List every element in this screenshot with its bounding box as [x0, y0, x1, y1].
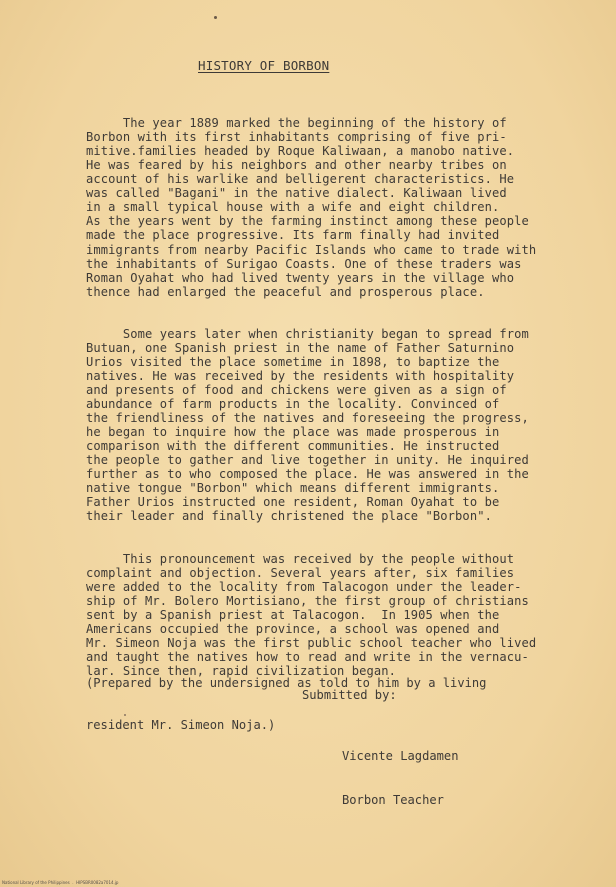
body-line: ship of Mr. Bolero Mortisiano, the first group of christians	[86, 593, 529, 608]
body-line: in a small typical house with a wife and eight children.	[86, 200, 500, 215]
body-line: This pronouncement was received by the people without	[86, 551, 515, 566]
body-line: natives. He was received by the residents with hospitality	[86, 368, 515, 383]
body-line: native tongue "Borbon" which means different immigrants.	[86, 481, 500, 496]
body-line: Borbon with its first inhabitants comprising of five pri-	[86, 130, 507, 145]
body-line: mitive.families headed by Roque Kaliwaan, a manobo native.	[86, 144, 515, 159]
note-line: resident Mr. Simeon Noja.)	[86, 718, 276, 733]
body-line: Butuan, one Spanish priest in the name of Father Saturnino	[86, 340, 515, 355]
body-line: their leader and finally christened the place "Borbon".	[86, 509, 492, 524]
body-line: made the place progressive. Its farm finally had invited	[86, 228, 500, 243]
document-body	[86, 88, 586, 706]
paragraph-2	[86, 327, 586, 524]
body-line: The year 1889 marked the beginning of the history of	[86, 116, 507, 131]
body-line: abundance of farm products in the locality. Convinced of	[86, 397, 500, 412]
body-line: Roman Oyahat who had lived twenty years in the village who	[86, 270, 515, 285]
body-line: comparison with the different communities. He instructed	[86, 439, 500, 454]
body-line: immigrants from nearby Pacific Islands who came to trade with	[86, 242, 537, 257]
body-line: and presents of food and chickens were given as a sign of	[86, 382, 507, 397]
signer-name: Vicente Lagdamen	[342, 749, 459, 763]
note-line: (Prepared by the undersigned as told to him by a living	[86, 676, 487, 691]
body-line: was called "Bagani" in the native dialect. Kaliwaan lived	[86, 186, 507, 201]
body-line: He was feared by his neighbors and other nearby tribes on	[86, 158, 507, 173]
body-line: Urios visited the place sometime in 1898, to baptize the	[86, 354, 500, 369]
body-line: and taught the natives how to read and write in the vernacu-	[86, 649, 529, 664]
body-line: thence had enlarged the peaceful and prosperous place.	[86, 284, 485, 299]
body-line: Mr. Simeon Noja was the first public school teacher who lived	[86, 635, 537, 650]
signer-title: Borbon Teacher	[342, 792, 444, 807]
archive-footer: National Library of the Philippines . HIPSBR0082a7014.jp	[2, 880, 119, 885]
submitted-by-label: Submitted by:	[302, 688, 397, 702]
ink-dot	[124, 714, 126, 716]
body-line: sent by a Spanish priest at Talacogon. In 1905 when the	[86, 607, 500, 622]
body-line: Americans occupied the province, a school was opened and	[86, 621, 500, 636]
body-line: Father Urios instructed one resident, Roman Oyahat to be	[86, 495, 500, 510]
ink-speck	[214, 16, 217, 19]
body-line: the people to gather and live together in unity. He inquired	[86, 453, 529, 468]
signature-block	[342, 720, 459, 836]
body-line: the inhabitants of Surigao Coasts. One of these traders was	[86, 256, 522, 271]
body-line: account of his warlike and belligerent characteristics. He	[86, 172, 515, 187]
body-line: further as to who composed the place. He was answered in the	[86, 467, 529, 482]
body-line: the friendliness of the natives and foreseeing the progress,	[86, 411, 529, 426]
body-line: were added to the locality from Talacogon under the leader-	[86, 579, 522, 594]
body-line: he began to inquire how the place was made prosperous in	[86, 425, 500, 440]
paragraph-1	[86, 116, 586, 299]
body-line: complaint and objection. Several years after, six families	[86, 565, 515, 580]
body-line: Some years later when christianity began to spread from	[86, 326, 529, 341]
body-line: As the years went by the farming instinct among these people	[86, 214, 529, 229]
document-title: HISTORY OF BORBON	[198, 58, 330, 73]
body-line: lar. Since then, rapid civilization began.	[86, 663, 397, 678]
